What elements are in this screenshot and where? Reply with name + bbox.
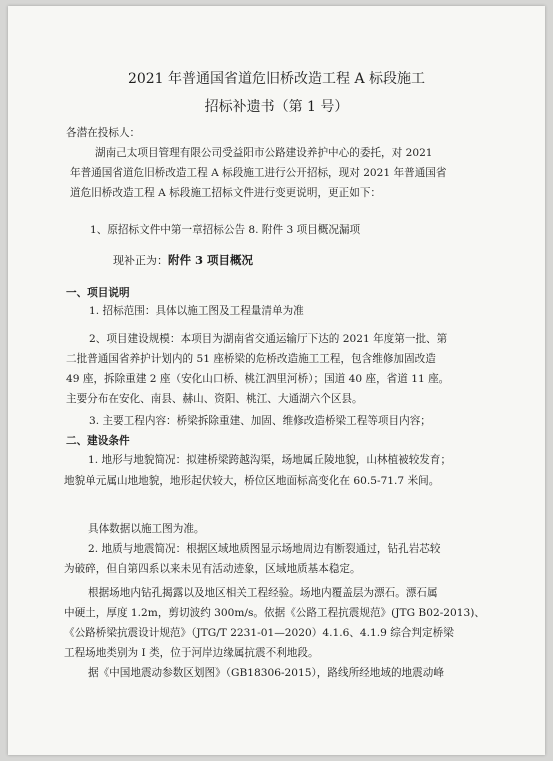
supplement-prefix: 现补正为： (113, 254, 168, 267)
document-title-line-1: 2021 年普通国省道危旧桥改造工程 A 标段施工 (127, 71, 426, 87)
section-1-item-2-cont-1: 二批普通国省养护计划内的 51 座桥梁的危桥改造施工工程，包含维修加固改造 (66, 353, 436, 365)
salutation: 各潜在投标人： (66, 127, 141, 139)
section-2-item-1-cont-2: 具体数据以施工图为准。 (88, 523, 205, 535)
section-1-item-3: 3. 主要工程内容：桥梁拆除重建、加固、维修改造桥梁工程等项目内容； (89, 415, 431, 427)
section-2-item-2: 2. 地质与地震简况：根据区域地质图显示场地周边有断裂通过，钻孔岩芯较 (88, 543, 441, 555)
intro-line-1: 湖南己太项目管理有限公司受益阳市公路建设养护中心的委托，对 2021 (95, 147, 433, 159)
section-2-item-2-cont-4: 《公路桥梁抗震设计规范》（JTG/T 2231-01—2020）4.1.6、4.1.9 综合判定桥梁 (64, 627, 454, 639)
intro-line-2: 年普通国省道危旧桥改造工程 A 标段施工进行公开招标，现对 2021 年普通国省 (70, 167, 447, 179)
section-1-item-2: 2、项目建设规模：本项目为湖南省交通运输厅下达的 2021 年度第一批、第 (89, 333, 448, 345)
intro-line-3: 道危旧桥改造工程 A 标段施工招标文件进行变更说明，更正如下： (70, 187, 382, 199)
item-1: 1、原招标文件中第一章招标公告 8. 附件 3 项目概况漏项 (90, 224, 361, 236)
section-2-item-2-cont-3: 中硬土，厚度 1.2m，剪切波约 300m/s。依据《公路工程抗震规范》(JTG B02-2013)、 (64, 607, 485, 619)
supplement-title: 附件 3 项目概况 (168, 253, 254, 267)
section-2-item-2-cont-2: 根据场地内钻孔揭露以及地区相关工程经验。场地内覆盖层为漂石。漂石属 (88, 587, 438, 599)
section-1-heading: 一、项目说明 (66, 287, 130, 299)
section-2-item-1-cont-1: 地貌单元属山地地貌，地形起伏较大，桥位区地面标高变化在 60.5-71.7 米间。 (64, 475, 440, 487)
section-1-item-2-cont-3: 主要分布在安化、南县、赫山、资阳、桃江、大通湖六个区县。 (66, 393, 363, 405)
section-2-item-2-cont-5: 工程场地类别为 I 类，位于河岸边缘属抗震不利地段。 (64, 647, 319, 659)
section-2-item-1: 1. 地形与地貌简况：拟建桥梁跨越沟渠，场地属丘陵地貌，山林植被较发育； (88, 454, 452, 466)
section-1-item-2-cont-2: 49 座，拆除重建 2 座（安化山口桥、桃江泗里河桥）；国道 40 座，省道 11 座。 (66, 373, 450, 385)
section-2-item-2-cont-1: 为破碎，但自第四系以来未见有活动迹象，区域地质基本稳定。 (64, 563, 361, 575)
supplement-line (113, 253, 253, 268)
document-page (8, 6, 545, 755)
section-2-item-2-cont-6: 据《中国地震动参数区划图》（GB18306-2015），路线所经地域的地震动峰 (88, 667, 444, 679)
section-1-item-1: 1. 招标范围：具体以施工图及工程量清单为准 (89, 305, 304, 317)
section-2-heading: 二、建设条件 (66, 435, 130, 447)
document-title-line-2: 招标补遗书（第 1 号） (204, 99, 349, 115)
